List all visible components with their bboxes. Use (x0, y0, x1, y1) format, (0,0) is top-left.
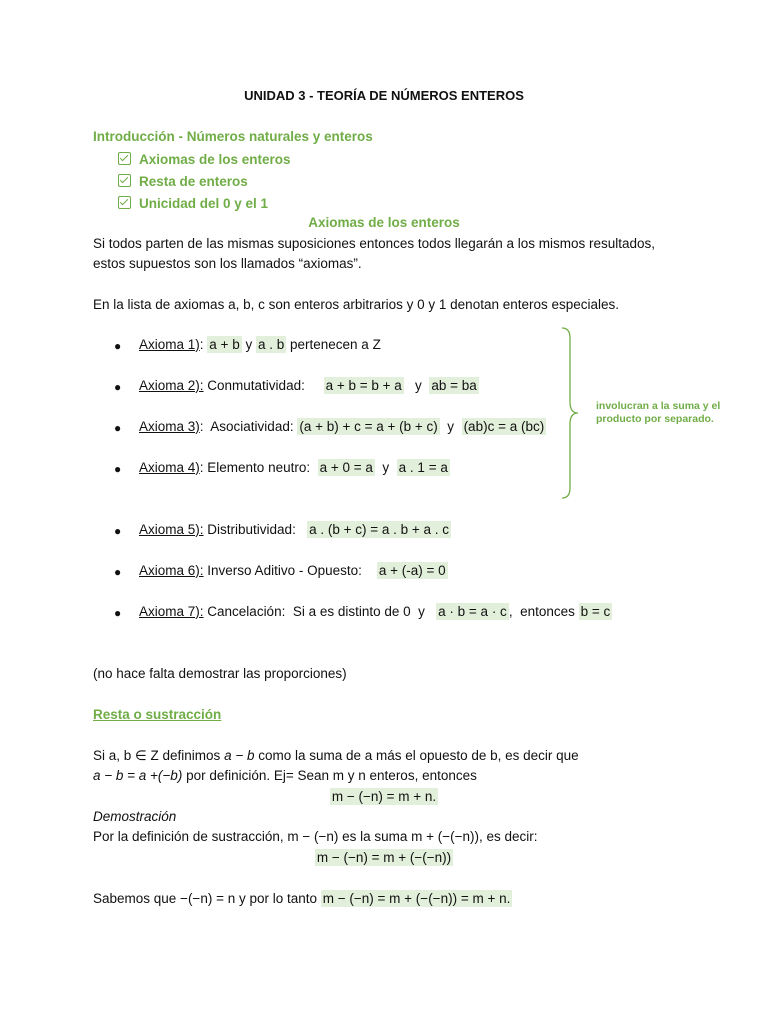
brace-note: involucran a la suma y el producto por separado. (596, 400, 721, 425)
axiom-label: Axioma 2): (139, 378, 204, 393)
no-hace-falta-note: (no hace falta demostrar las proporciones) (93, 666, 347, 681)
checklist-label: Axiomas de los enteros (139, 152, 291, 167)
checklist-item-axiomas (118, 151, 291, 167)
axiom-2: Axioma 2): Conmutatividad: a + b = b + a y ab = ba (139, 378, 477, 393)
axiom-4: Axioma 4): Elemento neutro: a + 0 = a y a . 1 = a (139, 460, 448, 475)
axiom-label: Axioma 7): (139, 604, 204, 619)
checklist-label: Resta de enteros (139, 174, 248, 189)
curly-brace-icon (560, 326, 580, 500)
axiom-3: Axioma 3): Asociatividad: (a + b) + c = a + (b + c) y (ab)c = a (bc) (139, 419, 545, 434)
intro-paragraph-line2: estos supuestos son los llamados “axiomas”. (93, 256, 362, 271)
resta-heading: Resta o sustracción (93, 707, 222, 722)
checkbox-checked-icon (118, 196, 131, 209)
axiom-7: Axioma 7): Cancelación: Si a es distinto de 0 y a · b = a · c , entonces b = c (139, 604, 611, 619)
axiom-label: Axioma 3) (139, 419, 200, 434)
bullet-icon: ● (114, 339, 122, 353)
equation-2: m − (−n) = m + (−(−n)) (316, 850, 452, 865)
demostracion-label: Demostración (93, 809, 177, 824)
checklist-item-resta (118, 173, 248, 189)
checkbox-checked-icon (118, 152, 131, 165)
bullet-icon: ● (114, 565, 122, 579)
axiom-5: Axioma 5): Distributividad: a . (b + c) = a . b + a . c (139, 522, 450, 537)
equation-1: m − (−n) = m + n. (331, 789, 437, 804)
axiom-1: Axioma 1): a + b y a . b pertenecen a Z (139, 337, 381, 352)
list-intro: En la lista de axiomas a, b, c son enteros arbitrarios y 0 y 1 denotan enteros especiales. (93, 297, 620, 312)
intro-paragraph-line1: Si todos parten de las mismas suposiciones entonces todos llegarán a los mismos resultados, (93, 236, 656, 251)
resta-line3: Por la definición de sustracción, m − (−n) es la suma m + (−(−n)), es decir: (93, 829, 538, 844)
bullet-icon: ● (114, 524, 122, 538)
resta-conclusion: Sabemos que −(−n) = n y por lo tanto m − (−n) = m + (−(−n)) = m + n. (93, 891, 511, 906)
resta-line1: Si a, b ∈ Z definimos a − b como la suma de a más el opuesto de b, es decir que (93, 748, 579, 763)
checklist-item-unicidad (118, 195, 268, 211)
axiom-label: Axioma 6): (139, 563, 204, 578)
bullet-icon: ● (114, 421, 122, 435)
axiom-label: Axioma 4) (139, 460, 200, 475)
bullet-icon: ● (114, 606, 122, 620)
axiomas-heading: Axiomas de los enteros (308, 215, 460, 230)
axiom-label: Axioma 5): (139, 522, 204, 537)
intro-heading: Introducción - Números naturales y enteros (93, 129, 373, 144)
checklist-label: Unicidad del 0 y el 1 (139, 196, 269, 211)
bullet-icon: ● (114, 380, 122, 394)
checkbox-checked-icon (118, 174, 131, 187)
axiom-6: Axioma 6): Inverso Aditivo - Opuesto: a + (-a) = 0 (139, 563, 446, 578)
resta-line2: a − b = a +(−b) por definición. Ej= Sean m y n enteros, entonces (93, 768, 477, 783)
bullet-icon: ● (114, 462, 122, 476)
axiom-label: Axioma 1) (139, 337, 200, 352)
document-title: UNIDAD 3 - TEORÍA DE NÚMEROS ENTEROS (244, 88, 524, 103)
